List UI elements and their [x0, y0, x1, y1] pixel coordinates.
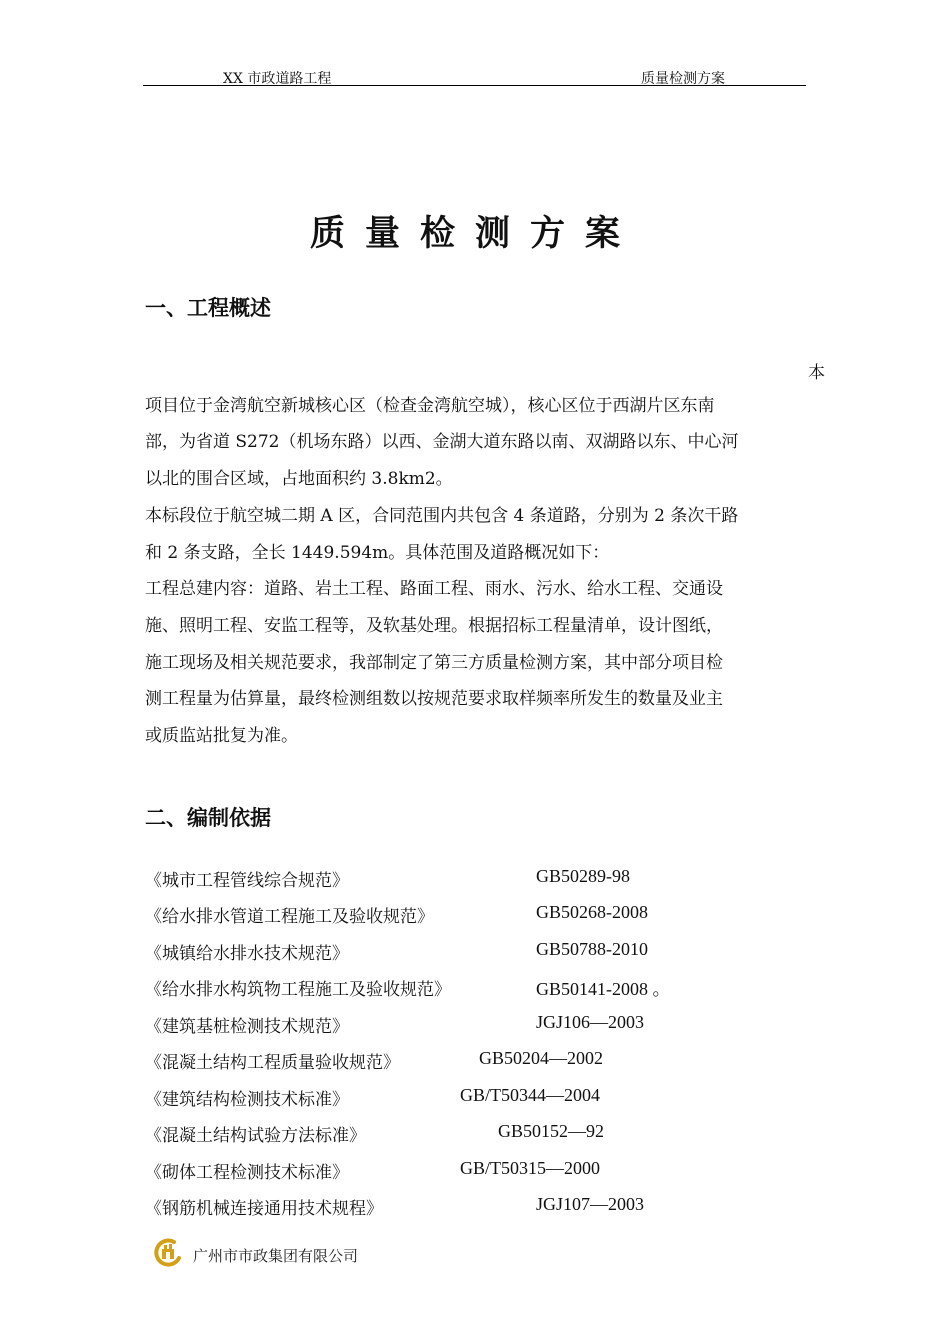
paragraph-line: 以北的围合区域，占地面积约 3.8km2。 — [145, 469, 453, 489]
reference-item — [145, 939, 745, 963]
reference-item — [145, 1048, 745, 1072]
reference-code: JGJ106—2003 — [536, 1012, 645, 1032]
company-logo-icon — [152, 1236, 184, 1268]
reference-item — [145, 866, 745, 890]
paragraph-line: 施、照明工程、安监工程等，及软基处理。根据招标工程量清单，设计图纸， — [145, 616, 723, 636]
reference-item — [145, 1012, 745, 1036]
reference-code: GB50204—2002 — [479, 1048, 604, 1068]
reference-name: 《砌体工程检测技术标准》 — [145, 1163, 349, 1183]
reference-code: GB/T50344—2004 — [460, 1085, 601, 1105]
reference-name: 《城镇给水排水技术规范》 — [145, 944, 349, 964]
reference-name: 《钢筋机械连接通用技术规程》 — [145, 1199, 383, 1219]
reference-code: GB50788-2010 — [536, 939, 648, 959]
reference-item — [145, 1158, 745, 1182]
reference-item — [145, 1194, 745, 1218]
reference-code: GB50141-2008 。 — [536, 979, 671, 999]
paragraph-line: 工程总建内容：道路、岩土工程、路面工程、雨水、污水、给水工程、交通设 — [145, 579, 723, 599]
paragraph-line: 项目位于金湾航空新城核心区（检查金湾航空城），核心区位于西湖片区东南 — [145, 396, 715, 416]
reference-code: JGJ107—2003 — [536, 1194, 645, 1214]
page-title: 质量检测方案 — [309, 214, 640, 254]
header-divider — [143, 85, 806, 86]
reference-name: 《建筑结构检测技术标准》 — [145, 1090, 349, 1110]
paragraph-line: 施工现场及相关规范要求，我部制定了第三方质量检测方案，其中部分项目检 — [145, 653, 723, 673]
reference-name: 《城市工程管线综合规范》 — [145, 871, 349, 891]
paragraph-line: 本标段位于航空城二期 A 区，合同范围内共包含 4 条道路，分别为 2 条次干路 — [145, 506, 739, 526]
paragraph-line: 测工程量为估算量，最终检测组数以按规范要求取样频率所发生的数量及业主 — [145, 689, 723, 709]
paragraph-line: 和 2 条支路，全长 1449.594m。具体范围及道路概况如下： — [145, 543, 610, 563]
reference-name: 《混凝土结构工程质量验收规范》 — [145, 1053, 400, 1073]
reference-item — [145, 1085, 745, 1109]
reference-item — [145, 1121, 745, 1145]
reference-name: 《建筑基桩检测技术规范》 — [145, 1017, 349, 1037]
section-heading-overview: 一、工程概述 — [145, 296, 271, 320]
footer-company-name: 广州市市政集团有限公司 — [193, 1247, 359, 1265]
reference-item — [145, 975, 745, 999]
header-project-name: XX 市政道路工程 — [223, 71, 332, 87]
reference-name: 《给水排水构筑物工程施工及验收规范》 — [145, 980, 451, 1000]
reference-name: 《混凝土结构试验方法标准》 — [145, 1126, 366, 1146]
reference-code: GB50152—92 — [498, 1121, 605, 1141]
reference-code: GB/T50315—2000 — [460, 1158, 601, 1178]
reference-item — [145, 902, 745, 926]
section-heading-basis: 二、编制依据 — [145, 806, 271, 830]
reference-code: GB50268-2008 — [536, 902, 648, 922]
paragraph-lead-char: 本 — [808, 363, 825, 383]
reference-code: GB50289-98 — [536, 866, 630, 886]
paragraph-line: 或质监站批复为准。 — [145, 726, 298, 746]
header-doc-name: 质量检测方案 — [641, 71, 725, 87]
reference-name: 《给水排水管道工程施工及验收规范》 — [145, 907, 434, 927]
paragraph-line: 部，为省道 S272（机场东路）以西、金湖大道东路以南、双湖路以东、中心河 — [145, 432, 739, 452]
